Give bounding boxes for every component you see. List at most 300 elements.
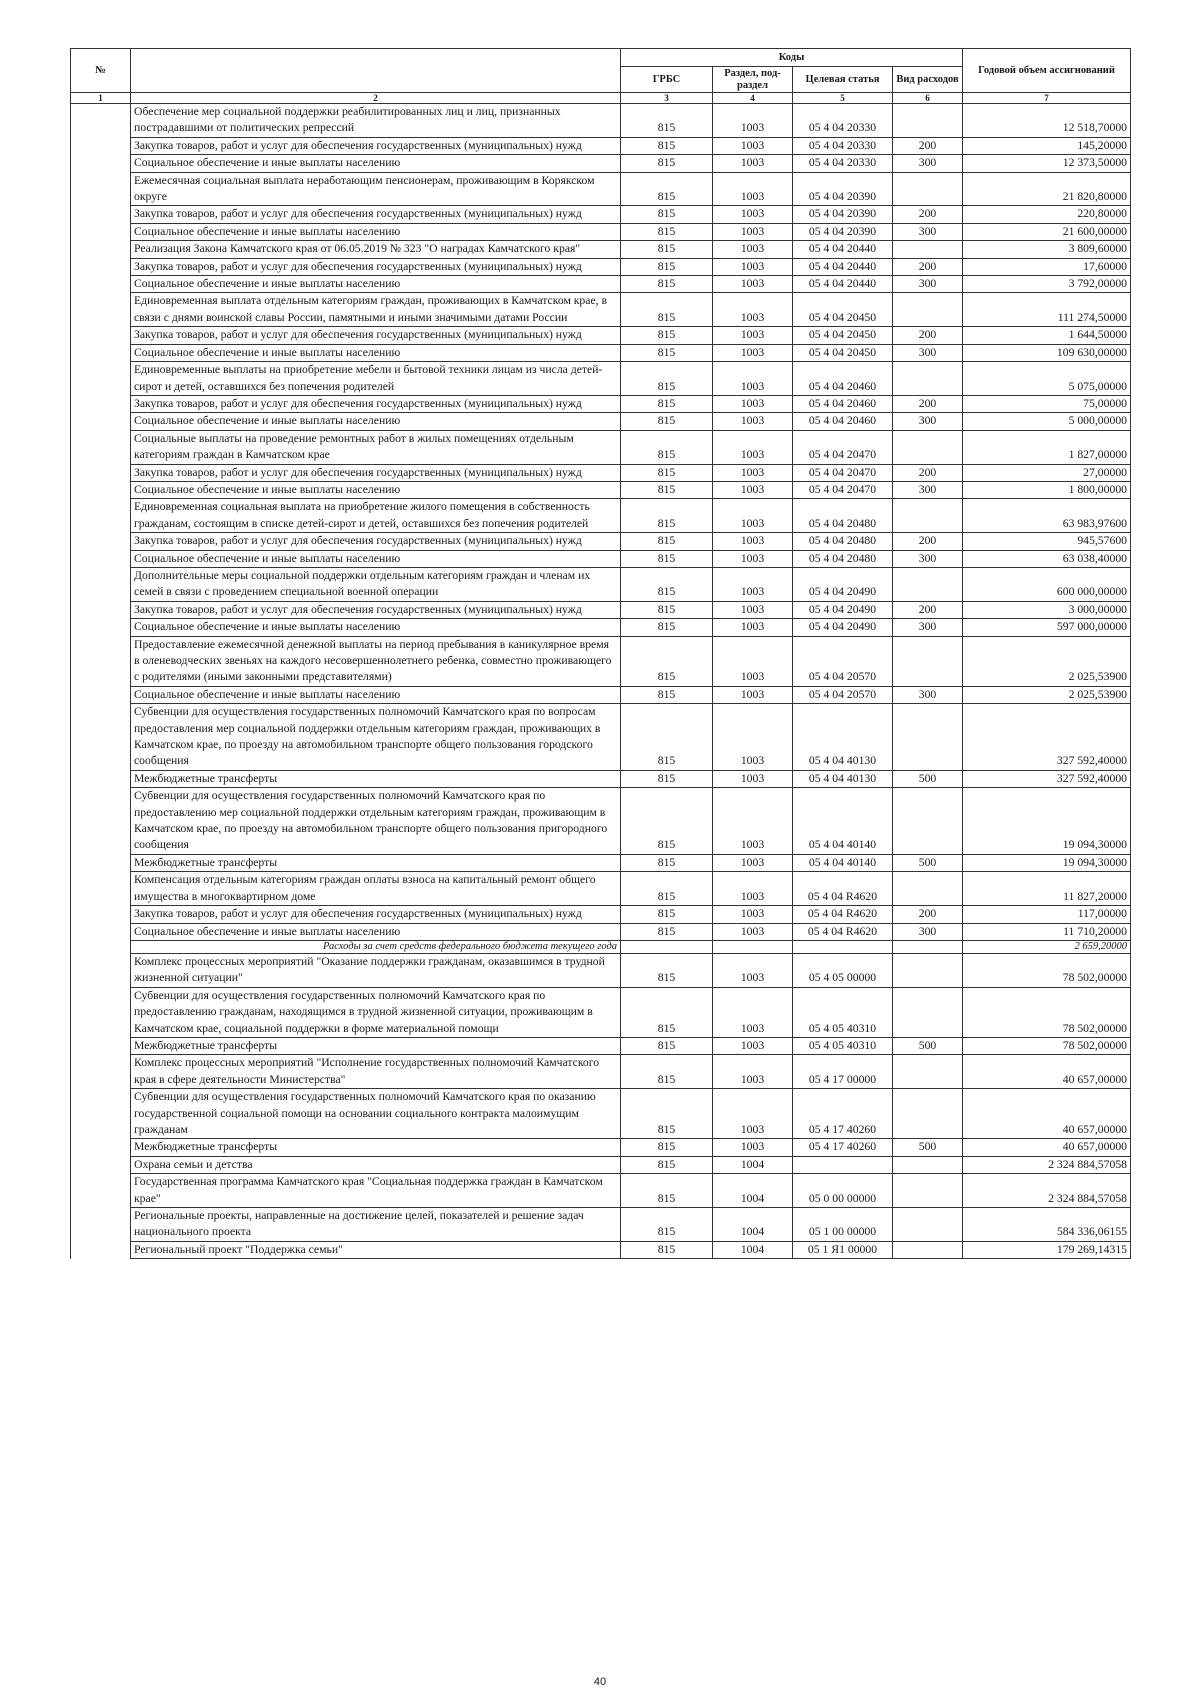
row-name: Субвенции для осуществления государственных полномочий Камчатского края по оказанию государственной социальной помощи на основании социального контракта малоимущим гражданам [131,1089,621,1139]
row-number-cell [71,1208,131,1242]
row-name: Социальное обеспечение и иные выплаты населению [131,155,621,172]
row-number-cell [71,137,131,154]
row-number-cell [71,276,131,293]
row-number-cell [71,499,131,533]
row-amount: 584 336,06155 [963,1208,1131,1242]
row-kind: 300 [893,481,963,498]
row-amount: 78 502,00000 [963,953,1131,987]
row-section: 1004 [713,1156,793,1173]
row-grbs: 815 [621,987,713,1037]
row-amount: 17,60000 [963,258,1131,275]
row-kind [893,1174,963,1208]
table-body [71,104,1131,1259]
row-name: Закупка товаров, работ и услуг для обеспечения государственных (муниципальных) нужд [131,206,621,223]
row-amount: 63 038,40000 [963,550,1131,567]
row-kind [893,172,963,206]
row-number-cell [71,1156,131,1173]
row-number-cell [71,906,131,923]
row-target: 05 4 04 20390 [793,206,893,223]
row-name: Региональный проект "Поддержка семьи" [131,1241,621,1258]
row-section: 1003 [713,464,793,481]
row-target: 05 4 04 20480 [793,533,893,550]
row-kind: 200 [893,258,963,275]
table-row [71,344,1131,361]
row-target [793,1156,893,1173]
row-number-cell [71,1037,131,1054]
row-grbs: 815 [621,906,713,923]
row-number-cell [71,481,131,498]
row-name: Закупка товаров, работ и услуг для обеспечения государственных (муниципальных) нужд [131,906,621,923]
row-name: Региональные проекты, направленные на достижение целей, показателей и решение задач национального проекта [131,1208,621,1242]
row-name: Закупка товаров, работ и услуг для обеспечения государственных (муниципальных) нужд [131,258,621,275]
row-section: 1003 [713,481,793,498]
row-section: 1003 [713,854,793,871]
row-number-cell [71,601,131,618]
row-number-cell [71,395,131,412]
row-number-cell [71,104,131,138]
row-target [793,940,893,953]
table-row [71,1055,1131,1089]
row-kind: 500 [893,770,963,787]
row-number-cell [71,241,131,258]
row-kind: 200 [893,327,963,344]
table-row [71,550,1131,567]
row-section: 1003 [713,327,793,344]
row-grbs [621,940,713,953]
row-kind: 200 [893,906,963,923]
row-kind [893,567,963,601]
header-codes: Коды [621,49,963,67]
row-name: Межбюджетные трансферты [131,770,621,787]
row-kind [893,293,963,327]
row-amount: 1 800,00000 [963,481,1131,498]
row-name: Комплекс процессных мероприятий "Исполнение государственных полномочий Камчатского края в сфере деятельности Министерства" [131,1055,621,1089]
row-name: Социальное обеспечение и иные выплаты населению [131,223,621,240]
row-grbs: 815 [621,327,713,344]
row-target: 05 4 17 00000 [793,1055,893,1089]
col-number: 5 [793,93,893,104]
row-kind [893,1156,963,1173]
row-kind [893,788,963,855]
row-kind [893,499,963,533]
row-kind: 300 [893,344,963,361]
row-grbs: 815 [621,1139,713,1156]
row-target: 05 4 04 40130 [793,704,893,771]
row-kind: 500 [893,1139,963,1156]
row-target: 05 4 04 20390 [793,223,893,240]
row-section: 1003 [713,293,793,327]
row-grbs: 815 [621,155,713,172]
budget-table [70,48,1131,1259]
row-grbs: 815 [621,395,713,412]
budget-table-sheet [70,48,1130,1259]
row-section: 1003 [713,206,793,223]
row-kind [893,1208,963,1242]
row-section: 1003 [713,104,793,138]
row-kind [893,704,963,771]
row-kind: 300 [893,223,963,240]
table-row [71,636,1131,686]
row-target: 05 4 04 20470 [793,430,893,464]
row-amount: 78 502,00000 [963,987,1131,1037]
row-grbs: 815 [621,601,713,618]
row-name: Межбюджетные трансферты [131,854,621,871]
col-number: 3 [621,93,713,104]
row-grbs: 815 [621,413,713,430]
row-name: Субвенции для осуществления государственных полномочий Камчатского края по предоставлению мер социальной поддержки отдельным категориям граждан, проживающим в Камчатском крае, по проезду на автомобильном транспорте общего пользования пригородного сообщения [131,788,621,855]
row-kind [893,872,963,906]
row-grbs: 815 [621,1174,713,1208]
table-header [71,49,1131,104]
row-grbs: 815 [621,430,713,464]
header-name [131,49,621,93]
row-section: 1003 [713,987,793,1037]
col-number: 1 [71,93,131,104]
row-section: 1003 [713,953,793,987]
row-target: 05 4 05 40310 [793,987,893,1037]
table-row [71,788,1131,855]
row-name: Межбюджетные трансферты [131,1139,621,1156]
row-section: 1003 [713,906,793,923]
row-number-cell [71,155,131,172]
row-name: Дополнительные меры социальной поддержки отдельным категориям граждан и членам их семей в связи с проведением специальной военной операции [131,567,621,601]
row-kind [893,987,963,1037]
row-kind: 300 [893,155,963,172]
row-name: Закупка товаров, работ и услуг для обеспечения государственных (муниципальных) нужд [131,327,621,344]
row-grbs: 815 [621,223,713,240]
row-grbs: 815 [621,276,713,293]
row-amount: 3 809,60000 [963,241,1131,258]
row-section: 1003 [713,258,793,275]
row-number-cell [71,172,131,206]
row-number-cell [71,872,131,906]
table-row [71,362,1131,396]
row-amount: 1 644,50000 [963,327,1131,344]
row-target: 05 4 04 20470 [793,464,893,481]
row-section: 1003 [713,550,793,567]
row-section: 1003 [713,430,793,464]
row-kind: 300 [893,686,963,703]
row-name: Социальное обеспечение и иные выплаты населению [131,481,621,498]
row-kind: 200 [893,395,963,412]
row-grbs: 815 [621,464,713,481]
row-amount: 2 659,20000 [963,940,1131,953]
row-grbs: 815 [621,293,713,327]
table-row [71,258,1131,275]
row-amount: 3 000,00000 [963,601,1131,618]
row-section: 1003 [713,533,793,550]
row-grbs: 815 [621,1055,713,1089]
row-amount: 40 657,00000 [963,1089,1131,1139]
row-number-cell [71,362,131,396]
row-target: 05 4 17 40260 [793,1089,893,1139]
row-section: 1003 [713,770,793,787]
row-number-cell [71,258,131,275]
col-number: 6 [893,93,963,104]
row-kind [893,636,963,686]
table-row [71,430,1131,464]
header-target: Целевая статья [793,67,893,93]
row-kind: 200 [893,464,963,481]
row-name: Обеспечение мер социальной поддержки реабилитированных лиц и лиц, признанных пострадавшими от политических репрессий [131,104,621,138]
table-row [71,1089,1131,1139]
row-number-cell [71,533,131,550]
row-section: 1003 [713,395,793,412]
row-target: 05 4 04 20490 [793,619,893,636]
row-name: Социальные выплаты на проведение ремонтных работ в жилых помещениях отдельным категориям граждан в Камчатском крае [131,430,621,464]
row-number-cell [71,923,131,940]
row-target: 05 4 17 40260 [793,1139,893,1156]
table-row [71,567,1131,601]
row-section: 1003 [713,499,793,533]
row-grbs: 815 [621,362,713,396]
row-kind [893,362,963,396]
table-row [71,619,1131,636]
row-grbs: 815 [621,206,713,223]
row-grbs: 815 [621,104,713,138]
row-section: 1003 [713,704,793,771]
row-number-cell [71,327,131,344]
row-target: 05 4 04 R4620 [793,906,893,923]
row-amount: 597 000,00000 [963,619,1131,636]
row-target: 05 0 00 00000 [793,1174,893,1208]
row-section: 1003 [713,567,793,601]
row-name: Социальное обеспечение и иные выплаты населению [131,619,621,636]
table-row [71,276,1131,293]
row-number-cell [71,567,131,601]
row-name: Субвенции для осуществления государственных полномочий Камчатского края по предоставлению гражданам, находящимся в трудной жизненной ситуации, проживающим в Камчатском крае, социальной поддержки в форме материальной помощи [131,987,621,1037]
row-amount: 220,80000 [963,206,1131,223]
row-target: 05 4 04 20460 [793,395,893,412]
table-row [71,413,1131,430]
table-row [71,601,1131,618]
row-amount: 327 592,40000 [963,770,1131,787]
table-row [71,906,1131,923]
table-row [71,1037,1131,1054]
row-section: 1003 [713,686,793,703]
row-target: 05 4 04 20480 [793,499,893,533]
row-target: 05 4 04 20450 [793,344,893,361]
header-annual: Годовой объем ассигнований [963,49,1131,93]
row-grbs: 815 [621,137,713,154]
row-name: Единовременные выплаты на приобретение мебели и бытовой техники лицам из числа детей-сирот и детей, оставшихся без попечения родителей [131,362,621,396]
row-number-cell [71,987,131,1037]
row-name: Предоставление ежемесячной денежной выплаты на период пребывания в каникулярное время в оленеводческих звеньях на каждого несовершеннолетнего ребенка, совместно проживающего с родителями (иными законными представителями) [131,636,621,686]
row-kind [893,104,963,138]
row-section: 1003 [713,619,793,636]
row-section: 1003 [713,1139,793,1156]
row-grbs: 815 [621,788,713,855]
row-name: Закупка товаров, работ и услуг для обеспечения государственных (муниципальных) нужд [131,395,621,412]
table-row [71,223,1131,240]
row-name: Единовременная социальная выплата на приобретение жилого помещения в собственность гражданам, состоящим в списке детей-сирот и детей, оставшихся без попечения родителей [131,499,621,533]
row-number-cell [71,704,131,771]
table-row [71,241,1131,258]
row-number-cell [71,953,131,987]
row-number-cell [71,1174,131,1208]
table-row [71,1241,1131,1258]
table-row [71,1208,1131,1242]
row-name: Комплекс процессных мероприятий "Оказание поддержки гражданам, оказавшимся в трудной жизненной ситуации" [131,953,621,987]
row-name: Компенсация отдельным категориям граждан оплаты взноса на капитальный ремонт общего имущества в многоквартирном доме [131,872,621,906]
row-target: 05 4 04 20470 [793,481,893,498]
table-row [71,923,1131,940]
row-grbs: 815 [621,1208,713,1242]
row-section: 1003 [713,137,793,154]
row-target: 05 4 04 20330 [793,137,893,154]
col-number: 2 [131,93,621,104]
row-grbs: 815 [621,686,713,703]
row-section: 1003 [713,172,793,206]
row-grbs: 815 [621,481,713,498]
row-target: 05 4 05 00000 [793,953,893,987]
row-target: 05 4 04 40130 [793,770,893,787]
row-number-cell [71,464,131,481]
row-amount: 1 827,00000 [963,430,1131,464]
row-name: Реализация Закона Камчатского края от 06.05.2019 № 323 "О наградах Камчатского края" [131,241,621,258]
row-number-cell [71,206,131,223]
row-amount: 11 710,20000 [963,923,1131,940]
row-amount: 327 592,40000 [963,704,1131,771]
table-row [71,686,1131,703]
row-number-cell [71,223,131,240]
table-row [71,395,1131,412]
row-amount: 179 269,14315 [963,1241,1131,1258]
row-name: Охрана семьи и детства [131,1156,621,1173]
row-grbs: 815 [621,567,713,601]
row-target: 05 4 04 20570 [793,686,893,703]
row-number-cell [71,1089,131,1139]
row-grbs: 815 [621,499,713,533]
row-section: 1003 [713,1037,793,1054]
row-grbs: 815 [621,854,713,871]
row-number-cell [71,940,131,953]
row-target: 05 4 04 20490 [793,601,893,618]
row-section: 1003 [713,1055,793,1089]
row-section: 1003 [713,241,793,258]
row-amount: 27,00000 [963,464,1131,481]
table-row [71,1139,1131,1156]
row-grbs: 815 [621,770,713,787]
row-amount: 40 657,00000 [963,1139,1131,1156]
table-row [71,533,1131,550]
row-name: Закупка товаров, работ и услуг для обеспечения государственных (муниципальных) нужд [131,533,621,550]
table-row [71,872,1131,906]
table-row [71,1174,1131,1208]
row-kind: 200 [893,533,963,550]
row-section: 1003 [713,155,793,172]
header-section: Раздел, под-раздел [713,67,793,93]
row-target: 05 4 04 20440 [793,276,893,293]
table-row [71,104,1131,138]
row-grbs: 815 [621,1241,713,1258]
row-name: Межбюджетные трансферты [131,1037,621,1054]
row-grbs: 815 [621,1037,713,1054]
row-amount: 945,57600 [963,533,1131,550]
row-kind: 200 [893,601,963,618]
row-grbs: 815 [621,704,713,771]
row-target: 05 4 04 20460 [793,413,893,430]
row-section: 1003 [713,362,793,396]
row-section: 1003 [713,872,793,906]
row-target: 05 4 04 20480 [793,550,893,567]
row-number-cell [71,1055,131,1089]
row-kind [893,953,963,987]
row-target: 05 4 04 20450 [793,327,893,344]
row-target: 05 4 04 40140 [793,854,893,871]
row-target: 05 1 Я1 00000 [793,1241,893,1258]
row-target: 05 4 04 20460 [793,362,893,396]
row-amount: 109 630,00000 [963,344,1131,361]
row-name: Расходы за счет средств федерального бюджета текущего года [131,940,621,953]
table-row [71,953,1131,987]
row-amount: 5 000,00000 [963,413,1131,430]
row-section: 1003 [713,788,793,855]
table-row [71,172,1131,206]
row-amount: 145,20000 [963,137,1131,154]
row-amount: 40 657,00000 [963,1055,1131,1089]
row-number-cell [71,770,131,787]
row-section [713,940,793,953]
row-section: 1003 [713,223,793,240]
table-row [71,137,1131,154]
row-amount: 19 094,30000 [963,854,1131,871]
row-grbs: 815 [621,1156,713,1173]
row-kind: 300 [893,550,963,567]
row-amount: 12 518,70000 [963,104,1131,138]
col-number: 4 [713,93,793,104]
row-section: 1004 [713,1208,793,1242]
row-grbs: 815 [621,953,713,987]
row-amount: 2 025,53900 [963,686,1131,703]
row-name: Социальное обеспечение и иные выплаты населению [131,923,621,940]
row-amount: 2 324 884,57058 [963,1156,1131,1173]
row-target: 05 1 00 00000 [793,1208,893,1242]
row-name: Закупка товаров, работ и услуг для обеспечения государственных (муниципальных) нужд [131,601,621,618]
row-amount: 11 827,20000 [963,872,1131,906]
row-grbs: 815 [621,550,713,567]
row-amount: 21 600,00000 [963,223,1131,240]
row-kind [893,430,963,464]
table-row [71,854,1131,871]
row-name: Социальное обеспечение и иные выплаты населению [131,686,621,703]
row-name: Единовременная выплата отдельным категориям граждан, проживающих в Камчатском крае, в связи с днями воинской славы России, памятными и иными значимыми датами России [131,293,621,327]
row-kind: 300 [893,276,963,293]
table-row [71,293,1131,327]
row-name: Государственная программа Камчатского края "Социальная поддержка граждан в Камчатском крае" [131,1174,621,1208]
row-number-cell [71,413,131,430]
row-number-cell [71,430,131,464]
header-grbs: ГРБС [621,67,713,93]
col-number: 7 [963,93,1131,104]
row-grbs: 815 [621,872,713,906]
row-grbs: 815 [621,533,713,550]
row-amount: 63 983,97600 [963,499,1131,533]
row-name: Социальное обеспечение и иные выплаты населению [131,344,621,361]
row-amount: 5 075,00000 [963,362,1131,396]
row-target: 05 4 04 20330 [793,155,893,172]
row-target: 05 4 04 20450 [793,293,893,327]
row-target: 05 4 04 40140 [793,788,893,855]
row-amount: 117,00000 [963,906,1131,923]
row-target: 05 4 04 20390 [793,172,893,206]
row-number-cell [71,344,131,361]
row-amount: 21 820,80000 [963,172,1131,206]
row-section: 1003 [713,413,793,430]
row-amount: 19 094,30000 [963,788,1131,855]
table-row [71,987,1131,1037]
row-number-cell [71,293,131,327]
